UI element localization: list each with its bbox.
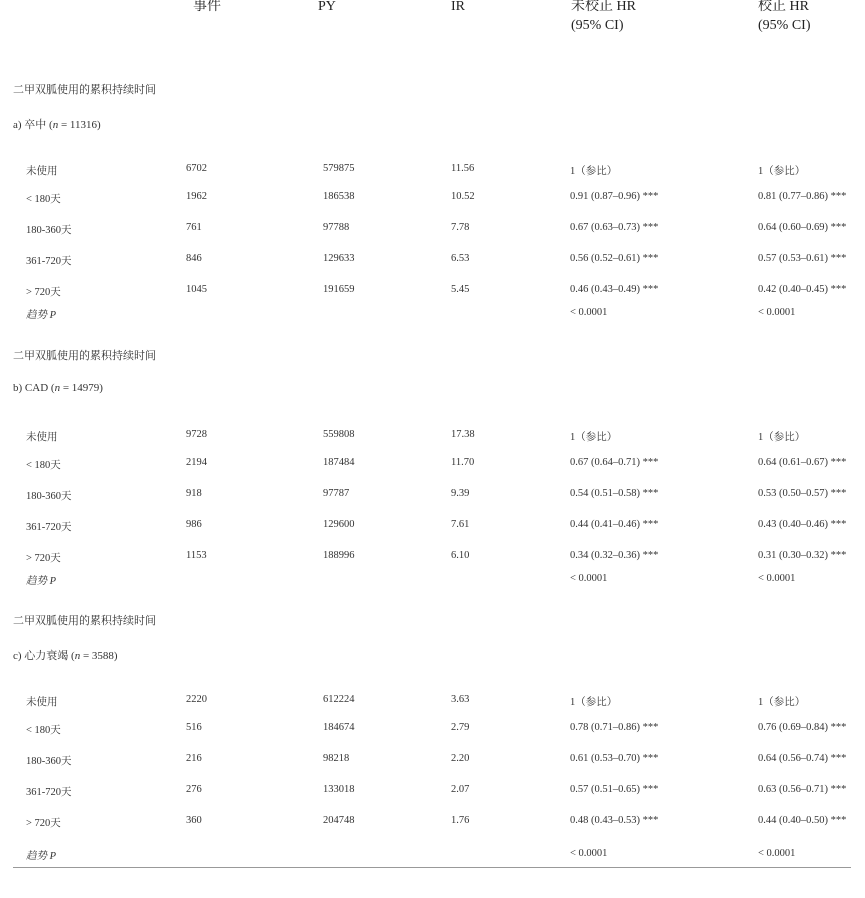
header-unadjusted-hr: 未校正 HR bbox=[571, 0, 636, 14]
trend-unadjusted: < 0.0001 bbox=[570, 848, 608, 859]
section-a-subtitle: a) 卒中 (n = 11316) bbox=[13, 119, 101, 131]
header-adjusted-ci: (95% CI) bbox=[758, 18, 811, 33]
trend-adjusted: < 0.0001 bbox=[758, 848, 796, 859]
trend-adjusted: < 0.0001 bbox=[758, 307, 796, 318]
header-unadjusted-ci: (95% CI) bbox=[571, 18, 624, 33]
section-b-group-title: 二甲双胍使用的累积持续时间 bbox=[13, 350, 156, 362]
trend-adjusted: < 0.0001 bbox=[758, 573, 796, 584]
header-events: 事件 bbox=[193, 0, 221, 14]
trend-unadjusted: < 0.0001 bbox=[570, 573, 608, 584]
table-bottom-rule bbox=[13, 867, 851, 868]
section-b-subtitle: b) CAD (n = 14979) bbox=[13, 382, 103, 394]
section-c-subtitle: c) 心力衰竭 (n = 3588) bbox=[13, 650, 118, 662]
header-adjusted-hr: 校正 HR bbox=[758, 0, 809, 14]
trend-label: 趋势 P bbox=[26, 310, 57, 321]
section-a-group-title: 二甲双胍使用的累积持续时间 bbox=[13, 84, 156, 96]
trend-label: 趋势 P bbox=[26, 851, 57, 862]
header-ir: IR bbox=[451, 0, 465, 14]
section-c-group-title: 二甲双胍使用的累积持续时间 bbox=[13, 615, 156, 627]
header-py: PY bbox=[318, 0, 336, 14]
trend-label: 趋势 P bbox=[26, 576, 57, 587]
trend-unadjusted: < 0.0001 bbox=[570, 307, 608, 318]
